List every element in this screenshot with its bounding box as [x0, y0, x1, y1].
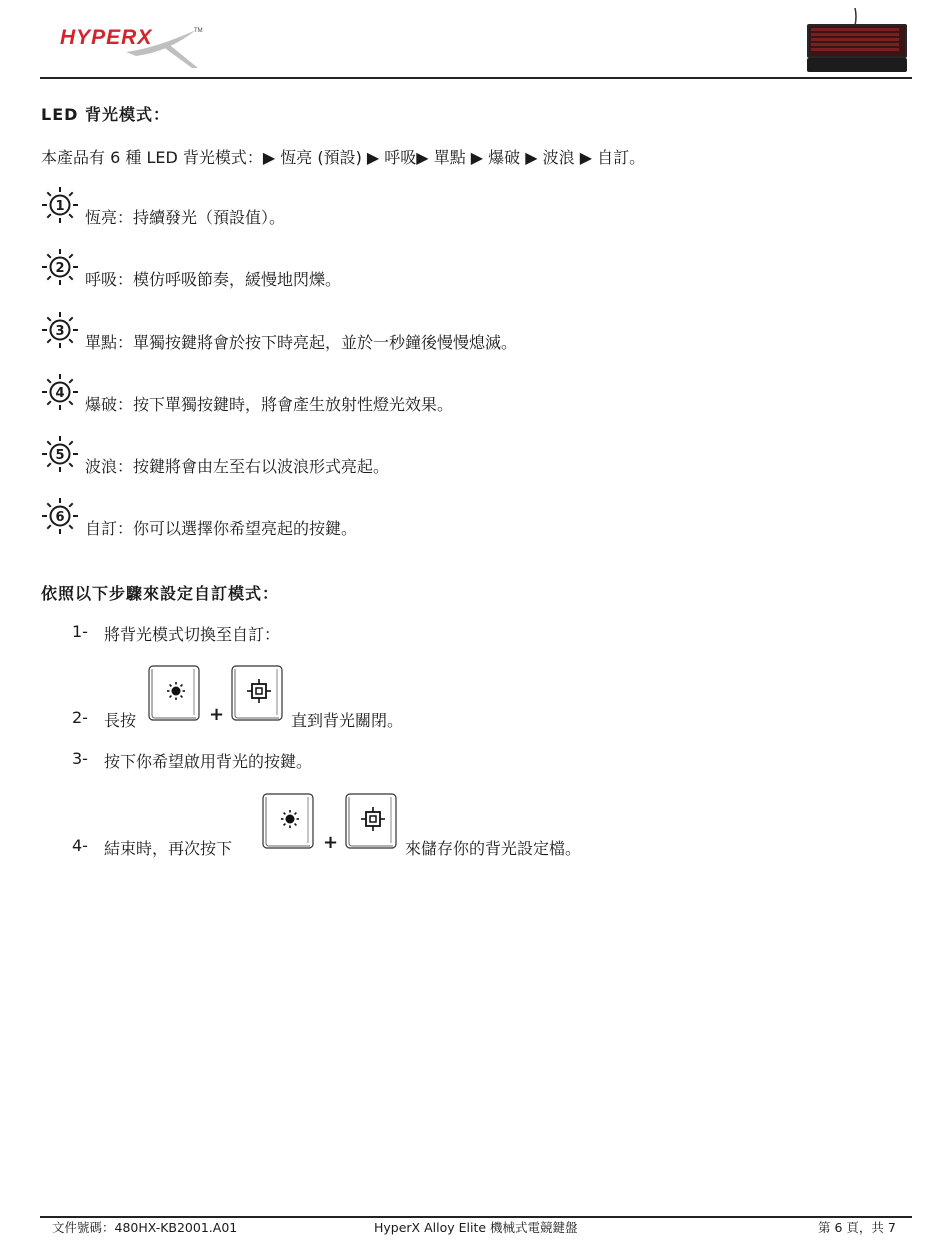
mode-description: 爆破：按下單獨按鍵時，將會產生放射性燈光效果。 [85, 395, 454, 414]
led-section-title: LED 背光模式： [41, 105, 170, 124]
mode-number: 5 [55, 448, 65, 463]
step-1-text: 將背光模式切換至自訂： [104, 625, 281, 644]
keyboard-product-image [805, 8, 909, 74]
brand-wordmark: HYPERX [60, 26, 153, 49]
mode-number: 2 [55, 261, 65, 276]
step-3-text: 按下你希望啟用背光的按鍵。 [104, 752, 313, 771]
light-mode-1-icon [40, 185, 80, 225]
plus-sign-2: + [323, 832, 339, 853]
step-2-before: 長按 [104, 711, 137, 730]
light-mode-6-icon [40, 496, 80, 536]
step-2-after: 直到背光關閉。 [291, 711, 404, 730]
mode-number: 1 [55, 199, 65, 214]
step-4-number: 4- [72, 836, 88, 855]
mode-description: 自訂：你可以選擇你希望亮起的按鍵。 [85, 519, 358, 538]
step-3-number: 3- [72, 749, 88, 768]
step-4-before: 結束時，再次按下 [104, 839, 233, 858]
led-modes-intro: 本產品有 6 種 LED 背光模式：▶ 恆亮 (預設) ▶ 呼吸▶ 單點 ▶ 爆破 ▶ 波浪 ▶ 自訂。 [41, 148, 646, 167]
step-4-after: 來儲存你的背光設定檔。 [405, 839, 582, 858]
footer-doc-number: 文件號碼：480HX-KB2001.A01 [52, 1220, 238, 1235]
light-mode-4-icon [40, 372, 80, 412]
mode-description: 呼吸：模仿呼吸節奏，緩慢地閃爍。 [85, 270, 342, 289]
led-mode-key [231, 665, 283, 721]
mode-number: 6 [55, 510, 65, 525]
step-2-number: 2- [72, 708, 88, 727]
brightness-key [148, 665, 200, 721]
plus-sign: + [209, 704, 225, 725]
light-mode-3-icon [40, 310, 80, 350]
footer-product: HyperX Alloy Elite 機械式電競鍵盤 [374, 1220, 578, 1235]
brightness-key-2 [262, 793, 314, 849]
custom-section-title: 依照以下步驟來設定自訂模式： [41, 584, 280, 603]
step-1-number: 1- [72, 622, 88, 641]
mode-description: 單點：單獨按鍵將會於按下時亮起，並於一秒鐘後慢慢熄滅。 [85, 333, 518, 352]
led-mode-key-2 [345, 793, 397, 849]
light-mode-5-icon [40, 434, 80, 474]
mode-number: 4 [55, 386, 65, 401]
trademark: TM [194, 28, 203, 34]
hyperx-logo [56, 22, 206, 72]
mode-description: 恆亮：持續發光（預設值）。 [85, 208, 286, 227]
footer-page: 第 6 頁，共 7 [818, 1220, 896, 1235]
mode-description: 波浪：按鍵將會由左至右以波浪形式亮起。 [85, 457, 390, 476]
header-divider [40, 77, 912, 79]
mode-number: 3 [55, 324, 65, 339]
light-mode-2-icon [40, 247, 80, 287]
